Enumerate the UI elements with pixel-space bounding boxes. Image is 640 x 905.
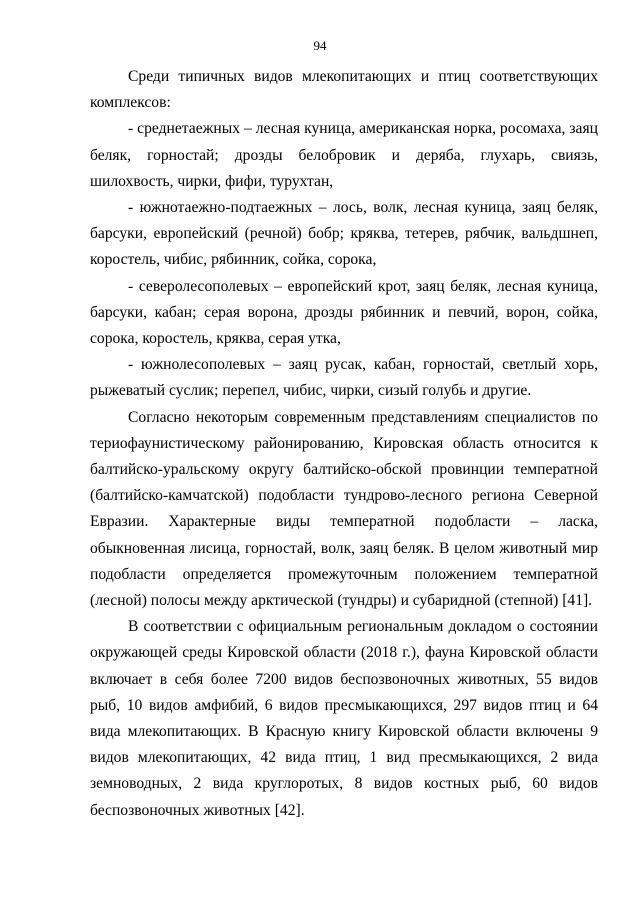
paragraph-north-forest-field: - северолесополевых – европейский крот, заяц беляк, лесная куница, барсуки, кабан; серая ворона, дрозды рябинник и певчий, ворон, сойка, сорока, коростель, кряква, серая утка, <box>90 277 598 348</box>
paragraph-south-taiga: - южнотаежно-подтаежных – лось, волк, лесная куница, заяц беляк, барсуки, европейский (речной) бобр; кряква, тетерев, рябчик, вальдшнеп, коростель, чибис, рябинник, сойка, сорока, <box>90 199 598 269</box>
paragraph-mid-taiga: - среднетаежных – лесная куница, американская норка, росомаха, заяц беляк, горностай; дрозды белобровик и деряба, глухарь, свиязь, шилохвость, чирки, фифи, турухтан, <box>90 120 598 190</box>
body-text <box>90 64 598 824</box>
paragraph-south-forest-field: - южнолесополевых – заяц русак, кабан, горностай, светлый хорь, рыжеватый суслик; перепел, чибис, чирки, сизый голубь и другие. <box>90 356 598 400</box>
paragraph-zoning: Согласно некоторым современным представлениям специалистов по териофаунистическому районированию, Кировская область относится к балтийско-уральскому округу балтийско-обской провинции температной (балтийско-камчатской) подобласти тундрово-лесного региона Северной Евразии. Характерные виды температной подобласти – ласка, обыкновенная лисица, горностай, волк, заяц беляк. В целом животный мир подобласти определяется промежуточным положением температной (лесной) полосы между арктической (тундры) и субаридной (степной) [41]. <box>90 408 598 610</box>
paragraph-fauna-stats: В соответствии с официальным региональным докладом о состоянии окружающей среды Кировской области (2018 г.), фауна Кировской области включает в себя более 7200 видов беспозвоночных животных, 55 видов рыб, 10 видов амфибий, 6 видов пресмыкающихся, 297 видов птиц и 64 вида млекопитающих. В Красную книгу Кировской области включены 9 видов млекопитающих, 42 вида птиц, 1 вид пресмыкающихся, 2 вида земноводных, 2 вида круглоротых, 8 видов костных рыб, 60 видов беспозвоночных животных [42]. <box>90 618 598 819</box>
page-number: 94 <box>313 38 327 53</box>
paragraph-intro: Среди типичных видов млекопитающих и птиц соответствующих комплексов: <box>90 68 598 112</box>
